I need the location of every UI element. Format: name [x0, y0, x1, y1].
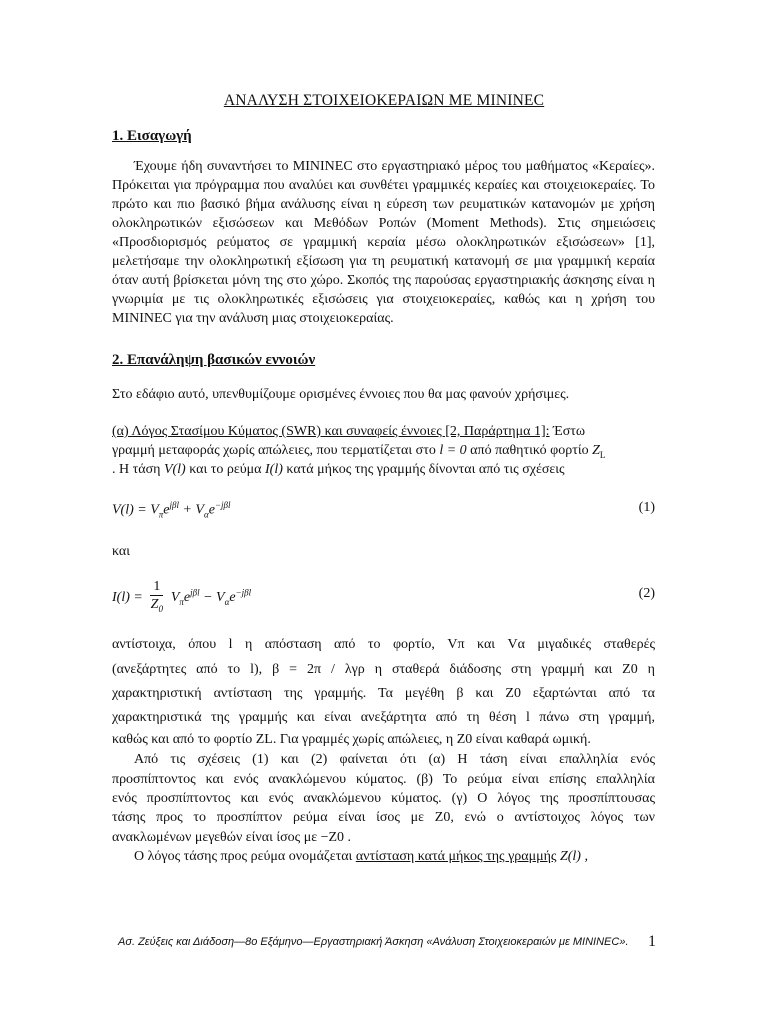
text-fragment: . Η τάση: [112, 462, 164, 477]
math-load-subscript: L: [599, 449, 606, 460]
page-footer: Ασ. Ζεύξεις και Διάδοση—8ο Εξάμηνο—Εργαστηριακή Άσκηση «Ανάλυση Στοιχειοκεραιών με MININEC».: [118, 936, 629, 948]
text-fragment: από παθητικό φορτίο: [466, 443, 593, 458]
math-current: I(l): [265, 462, 283, 477]
section-heading-introduction: 1. Εισαγωγή: [112, 128, 192, 144]
line-impedance-text: [112, 847, 677, 866]
voltage-current-text: [112, 460, 655, 479]
math-l-zero: l = 0: [439, 443, 467, 458]
relations-line-1: Από τις σχέσεις (1) και (2) φαίνεται ότι (α) Η τάση είναι επαλληλία ενός: [134, 752, 655, 767]
swr-subheading-tail: Έστω: [549, 424, 586, 439]
section-heading-basic-concepts: 2. Επανάληψη βασικών εννοιών: [112, 352, 316, 368]
equation-1-number: (1): [638, 500, 655, 515]
math-impedance: Z(l) ,: [556, 849, 588, 864]
swr-subheading: (α) Λόγος Στασίμου Κύματος (SWR) και συναφείς έννοιες [2, Παράρτημα 1]:: [112, 424, 550, 439]
math-load: Z: [592, 443, 600, 458]
after-equation-line-2: (ανεξάρτητες από το l), β = 2π / λγρ η σταθερά διάδοσης στη γραμμή και Z0 η: [112, 662, 655, 677]
relations-line-2: προσπίπτοντος και ενός ανακλώμενου κύματος. (β) Το ρεύμα είναι επίσης επαλληλία: [112, 772, 655, 787]
text-fragment: και το ρεύμα: [185, 462, 266, 477]
document-title: ΑΝΑΛΥΣΗ ΣΤΟΙΧΕΙΟΚΕΡΑΙΩΝ ΜΕ MININEC: [223, 92, 545, 109]
introduction-paragraph: Έχουμε ήδη συναντήσει το MININEC στο εργαστηριακό μέρος του μαθήματος «Κεραίες». Πρόκειται για πρόγραμμα που αναλύει και συνθέτει γραμμικές κεραίες και στοιχειοκεραίες. Το πρώτο και πιο βασικό βήμα ανάλυσης είναι η εύρεση των ρευματικών κατανομών με χρήση ολοκληρωτικών εξισώσεων και Μεθόδων Ροπών (Moment Methods). Στις σημειώσεις «Προσδιορισμός ρεύματος σε γραμμική κεραία μέσω ολοκληρωτικών εξισώσεων» [1], μελετήσαμε την ολοκληρωτική εξίσωση για τη ρευματική κατανομή σε μια γραμμική κεραία όταν αυτή βρίσκεται μόνη της στο χώρο. Σκοπός της παρούσας εργαστηριακής άσκησης είναι η γνωριμία με τις ολοκληρωτικές εξισώσεις για στοιχειοκεραίες, καθώς και η χρήση του MININEC για την ανάλυση μιας στοιχειοκεραίας.: [112, 159, 655, 326]
after-equation-line-1: αντίστοιχα, όπου l η απόσταση από το φορτίο, Vπ και Vα μιγαδικές σταθερές: [112, 637, 655, 652]
text-fragment: Ο λόγος τάσης προς ρεύμα ονομάζεται: [134, 849, 356, 864]
equation-1-body: $V(l) = V_\pi e^{j\beta l} + V_\alpha e^{-j\beta l}$: [112, 500, 231, 520]
text-fragment: γραμμή μεταφοράς χωρίς απώλειες, που τερματίζεται στο: [112, 443, 440, 458]
text-fragment: κατά μήκος της γραμμής δίνονται από τις σχέσεις: [282, 462, 565, 477]
relations-line-3: ενός προσπίπτοντος και ενός ανακλώμενου κύματος. (γ) Ο λόγος της προσπίπτουσας: [112, 791, 655, 806]
equation-2-number: (2): [638, 586, 655, 601]
after-equation-line-4: χαρακτηριστικά της γραμμής και είναι ανεξάρτητα από τη θέση l πάνω στη γραμμή,: [112, 710, 655, 725]
equation-2-fraction: $\frac{1}{Z_0}$: [150, 579, 163, 614]
relations-line-5: ανακλωμένων μεγεθών είναι ίσος με −Z0 .: [112, 830, 352, 845]
math-voltage: V(l): [163, 462, 186, 477]
page-number: 1: [648, 933, 656, 950]
equation-1: [112, 500, 655, 530]
relations-line-4: τάσης προς το προσπίπτον ρεύμα είναι ίσος με Z0, ενώ ο αντίστοιχος λόγος των: [112, 810, 655, 825]
equation-2-body: I(l) = $\frac{1}{Z_0}$ $V_\pi e^{j\beta l} - V_\alpha e^{-j\beta l}$: [112, 578, 251, 618]
connector-text: και: [112, 544, 131, 559]
after-equation-line-5: καθώς και από το φορτίο ZL. Για γραμμές χωρίς απώλειες, η Z0 είναι καθαρά ωμική.: [112, 732, 591, 747]
section-intro-text: Στο εδάφιο αυτό, υπενθυμίζουμε ορισμένες έννοιες που θα μας φανούν χρήσιμες.: [112, 387, 570, 402]
line-impedance-term: αντίσταση κατά μήκος της γραμμής: [355, 849, 557, 864]
swr-subheading-line: [112, 422, 655, 441]
after-equation-line-3: χαρακτηριστική αντίσταση της γραμμής. Τα μεγέθη β και Z0 εξαρτώνται από τα: [112, 686, 655, 701]
equation-2: [112, 578, 655, 618]
